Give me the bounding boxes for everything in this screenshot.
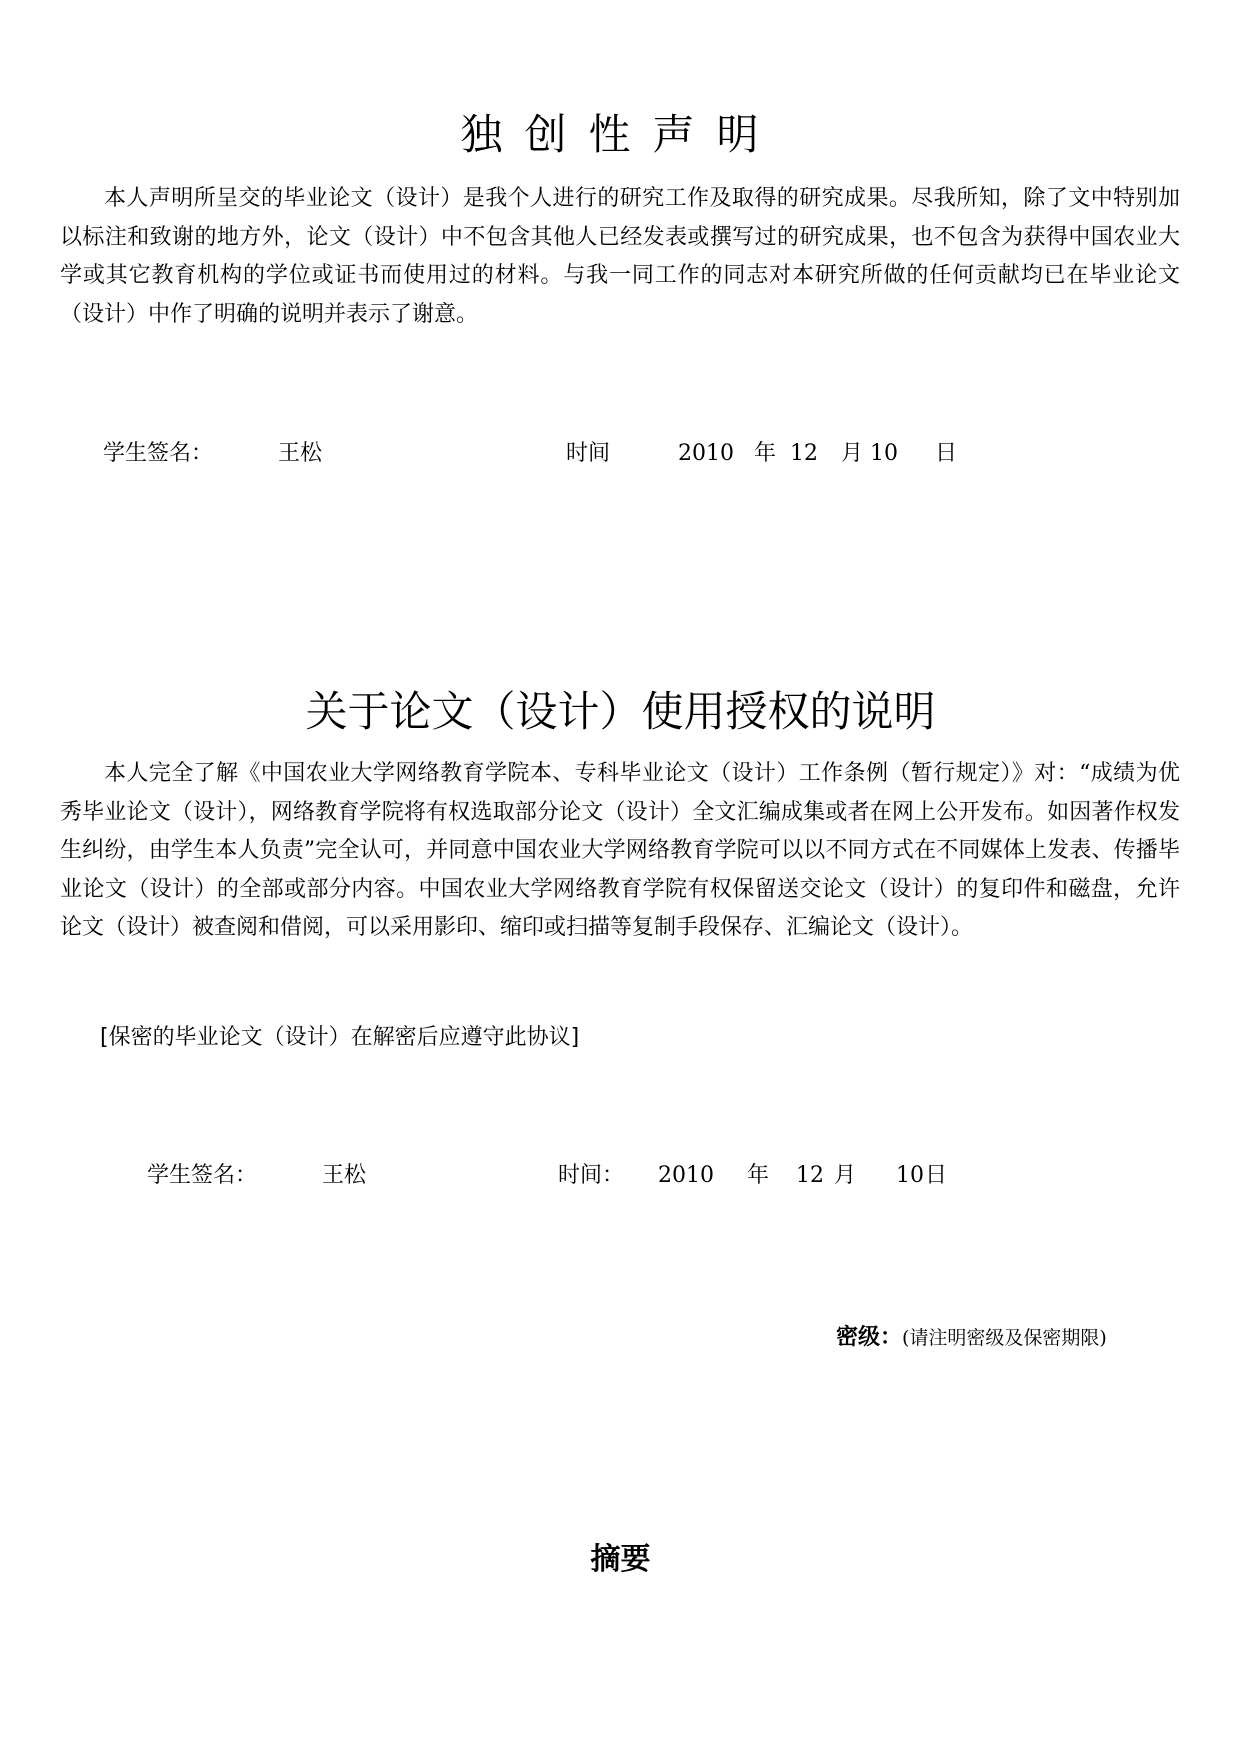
time-label: 时间: [566, 441, 611, 466]
usage-authorization-body: 本人完全了解《中国农业大学网络教育学院本、专科毕业论文（设计）工作条例（暂行规定）》对：“成绩为优秀毕业论文（设计），网络教育学院将有权选取部分论文（设计）全文汇编成集或者在网上公开发布。如因著作权发生纠纷，由学生本人负责”完全认可，并同意中国农业大学网络教育学院可以以不同方式在不同媒体上发表、传播毕业论文（设计）的全部或部分内容。中国农业大学网络教育学院有权保留送交论文（设计）的复印件和磁盘，允许论文（设计）被查阅和借阅，可以采用影印、缩印或扫描等复制手段保存、汇编论文（设计）。: [60, 761, 1180, 940]
date-year-unit: 年: [754, 441, 777, 466]
abstract-heading: 摘要: [590, 1542, 651, 1577]
usage-authorization-title: 关于论文（设计）使用授权的说明: [305, 687, 936, 736]
date-year: 2010: [678, 441, 734, 466]
date-day-unit-2: 日: [925, 1163, 948, 1188]
originality-declaration-body: 本人声明所呈交的毕业论文（设计）是我个人进行的研究工作及取得的研究成果。尽我所知，除了文中特别加以标注和致谢的地方外，论文（设计）中不包含其他人已经发表或撰写过的研究成果，也不包含为获得中国农业大学或其它教育机构的学位或证书而使用过的材料。与我一同工作的同志对本研究所做的任何贡献均已在毕业论文（设计）中作了明确的说明并表示了谢意。: [60, 186, 1180, 327]
student-signature-name-2: 王松: [322, 1163, 367, 1188]
secrecy-note: (请注明密级及保密期限): [902, 1327, 1107, 1349]
date-day-unit: 日: [935, 441, 958, 466]
date-month: 12: [790, 441, 818, 466]
date-month-unit: 月: [841, 441, 864, 466]
student-signature-name: 王松: [278, 441, 323, 466]
date-month-2: 12: [796, 1163, 824, 1188]
student-signature-label-2: 学生签名：: [147, 1163, 258, 1188]
confidentiality-note: [保密的毕业论文（设计）在解密后应遵守此协议]: [100, 1025, 580, 1050]
secrecy-label: 密级：: [836, 1325, 903, 1350]
date-year-unit-2: 年: [747, 1163, 770, 1188]
date-month-unit-2: 月: [834, 1163, 857, 1188]
date-day-2: 10: [896, 1163, 924, 1188]
date-day: 10: [870, 441, 898, 466]
secrecy-level: [836, 1322, 1107, 1355]
date-year-2: 2010: [658, 1163, 714, 1188]
time-label-2: 时间：: [558, 1163, 625, 1188]
originality-declaration-title: 独创性声明: [460, 110, 781, 159]
student-signature-label: 学生签名：: [103, 441, 214, 466]
